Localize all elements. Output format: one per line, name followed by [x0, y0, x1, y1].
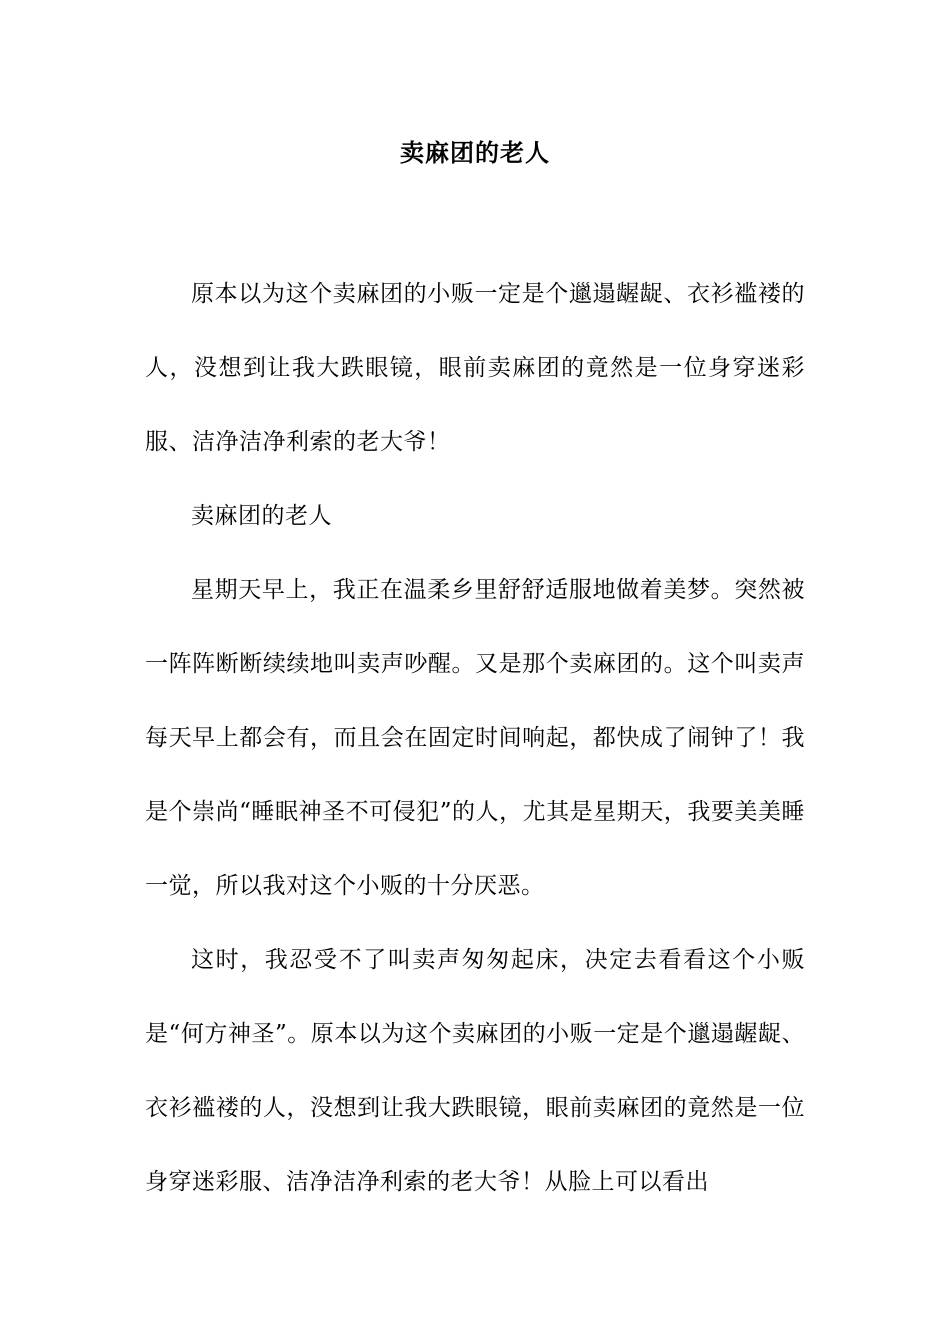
- paragraph-getting-up: 这时，我忍受不了叫卖声匆匆起床，决定去看看这个小贩是“何方神圣”。原本以为这个卖麻团的小贩一定是个邋遢龌龊、衣衫褴褛的人，没想到让我大跌眼镜，眼前卖麻团的竟然是一位身穿迷彩服、洁净洁净利索的老大爷！从脸上可以看出: [145, 947, 805, 1195]
- document-body: [145, 257, 805, 1219]
- paragraph-subtitle: 卖麻团的老人: [191, 503, 332, 529]
- paragraph-sunday-morning: 星期天早上，我正在温柔乡里舒舒适服地做着美梦。突然被一阵阵断断续续地叫卖声吵醒。又是那个卖麻团的。这个叫卖声每天早上都会有，而且会在固定时间响起，都快成了闹钟了！我是个崇尚“睡眠神圣不可侵犯”的人，尤其是星期天，我要美美睡一觉，所以我对这个小贩的十分厌恶。: [145, 577, 805, 899]
- paragraph-intro: 原本以为这个卖麻团的小贩一定是个邋遢龌龊、衣衫褴褛的人，没想到让我大跌眼镜，眼前卖麻团的竟然是一位身穿迷彩服、洁净洁净利索的老大爷！: [145, 281, 805, 455]
- document-title: 卖麻团的老人: [400, 138, 550, 167]
